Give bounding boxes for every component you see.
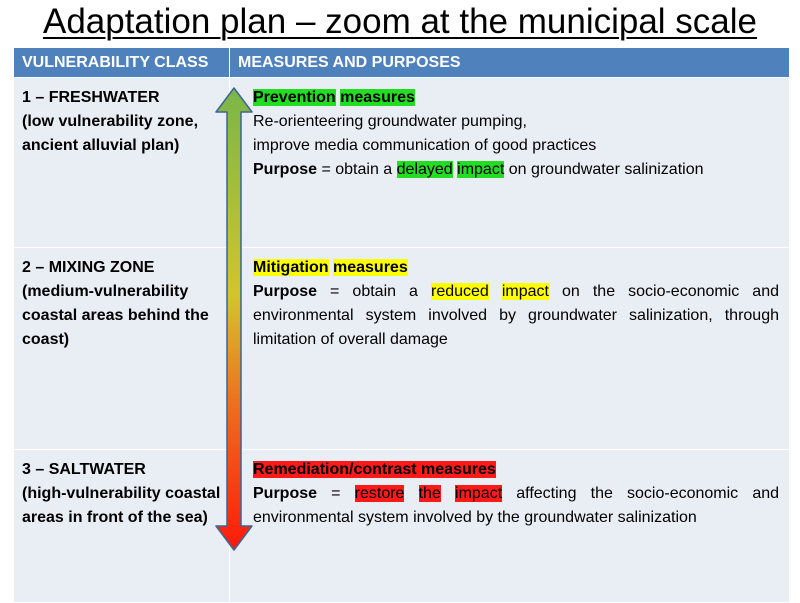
purpose-line [253, 280, 779, 352]
measure-label: measures [333, 259, 408, 276]
measures-cell-prevention [230, 78, 790, 248]
measure-heading [253, 86, 779, 110]
purpose-highlight: the [418, 485, 441, 502]
purpose-line [253, 482, 779, 530]
class-cell-saltwater [14, 450, 230, 603]
measure-type: Remediation/contrast [253, 461, 417, 478]
class-title: 3 – SALTWATER [22, 461, 146, 478]
page-title: Adaptation plan – zoom at the municipal scale [42, 2, 758, 41]
purpose-highlight: impact [457, 161, 505, 178]
table-row [14, 248, 790, 450]
class-cell-mixing-zone [14, 248, 230, 450]
purpose-text: = [317, 485, 355, 502]
measures-cell-remediation [230, 450, 790, 603]
vulnerability-gradient-arrow [214, 86, 254, 552]
class-title: 2 – MIXING ZONE [22, 259, 155, 276]
class-description: (medium-vulnerability coastal areas behind the coast) [22, 283, 209, 348]
class-description: (high-vulnerability coastal areas in front of the sea) [22, 485, 221, 526]
purpose-text: = obtain a [317, 161, 397, 178]
purpose-highlight: impact [501, 283, 549, 300]
purpose-line [253, 158, 779, 182]
purpose-highlight: delayed [396, 161, 453, 178]
measure-label: measures [417, 461, 496, 478]
measure-heading [253, 458, 779, 482]
table-header-row [14, 48, 790, 78]
header-vulnerability-class: VULNERABILITY CLASS [14, 48, 230, 78]
purpose-text: affecting the socio-economic and environmental system involved by the groundwater salinization [253, 485, 780, 526]
purpose-highlight: restore [354, 485, 405, 502]
purpose-text: on the socio-economic and environmental system involved by groundwater salinization, through limitation of overall damage [253, 283, 780, 348]
measure-type: Prevention [253, 89, 336, 106]
measures-cell-mitigation [230, 248, 790, 450]
purpose-highlight: reduced [430, 283, 489, 300]
measure-heading [253, 256, 779, 280]
adaptation-table [13, 47, 790, 603]
purpose-label: Purpose [253, 161, 318, 178]
class-cell-freshwater [14, 78, 230, 248]
header-measures-purposes: MEASURES AND PURPOSES [230, 48, 790, 78]
purpose-highlight: impact [455, 485, 503, 502]
class-description: (low vulnerability zone, ancient alluvial plan) [22, 113, 199, 154]
purpose-label: Purpose [253, 485, 318, 502]
purpose-text: on groundwater salinization [504, 161, 704, 178]
measure-line: Re-orienteering groundwater pumping, [253, 113, 527, 130]
measure-type: Mitigation [253, 259, 329, 276]
table-row [14, 450, 790, 603]
measure-label: measures [340, 89, 415, 106]
purpose-label: Purpose [253, 283, 318, 300]
measure-line: improve media communication of good practices [253, 137, 597, 154]
class-title: 1 – FRESHWATER [22, 89, 160, 106]
table-row [14, 78, 790, 248]
purpose-text: = obtain a [317, 283, 431, 300]
